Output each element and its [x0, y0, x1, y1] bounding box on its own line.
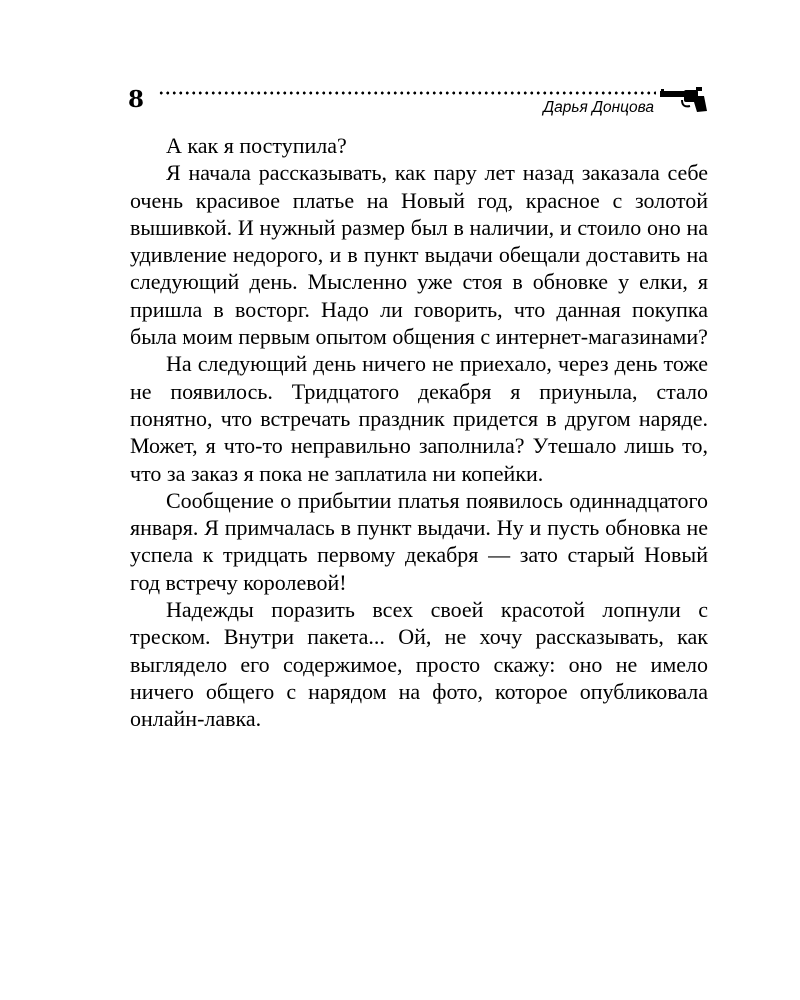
paragraph: А как я поступила?: [166, 133, 347, 158]
page-number: 8: [128, 86, 145, 113]
paragraph: Сообщение о прибытии платья появилось одиннадцатого января. Я примчалась в пункт выдачи. Ну и пусть обновка не успела к тридцать первому декабря — зато старый Новый год встречу королевой!: [130, 487, 708, 595]
author-name: Дарья Донцова: [543, 99, 654, 116]
pistol-icon: [658, 86, 708, 114]
running-header: [128, 86, 708, 120]
paragraph: Надежды поразить всех своей красотой лопнули с треском. Внутри пакета... Ой, не хочу рассказывать, как выглядело его содержимое, просто скажу: оно не имело ничего общего с нарядом на фото, которое опубликовала онлайн-лавка.: [130, 597, 708, 732]
paragraph: Я начала рассказывать, как пару лет назад заказала себе очень красивое платье на Новый год, красное с золотой вышивкой. И нужный размер был в наличии, и стоило оно на удивление недорого, и в пункт выдачи обещали доставить на следующий день. Мысленно уже стоя в обновке у елки, я пришла в восторг. Надо ли говорить, что данная покупка была моим первым опытом общения с интернет-магазинами?: [130, 160, 708, 350]
dotted-rule: [158, 88, 656, 98]
paragraph: На следующий день ничего не приехало, через день тоже не появилось. Тридцатого декабря я приуныла, стало понятно, что встречать праздник придется в другом наряде. Может, я что-то неправильно заполнила? Утешало лишь то, что за заказ я пока не заплатила ни копейки.: [130, 351, 708, 486]
page-text: [130, 132, 708, 733]
